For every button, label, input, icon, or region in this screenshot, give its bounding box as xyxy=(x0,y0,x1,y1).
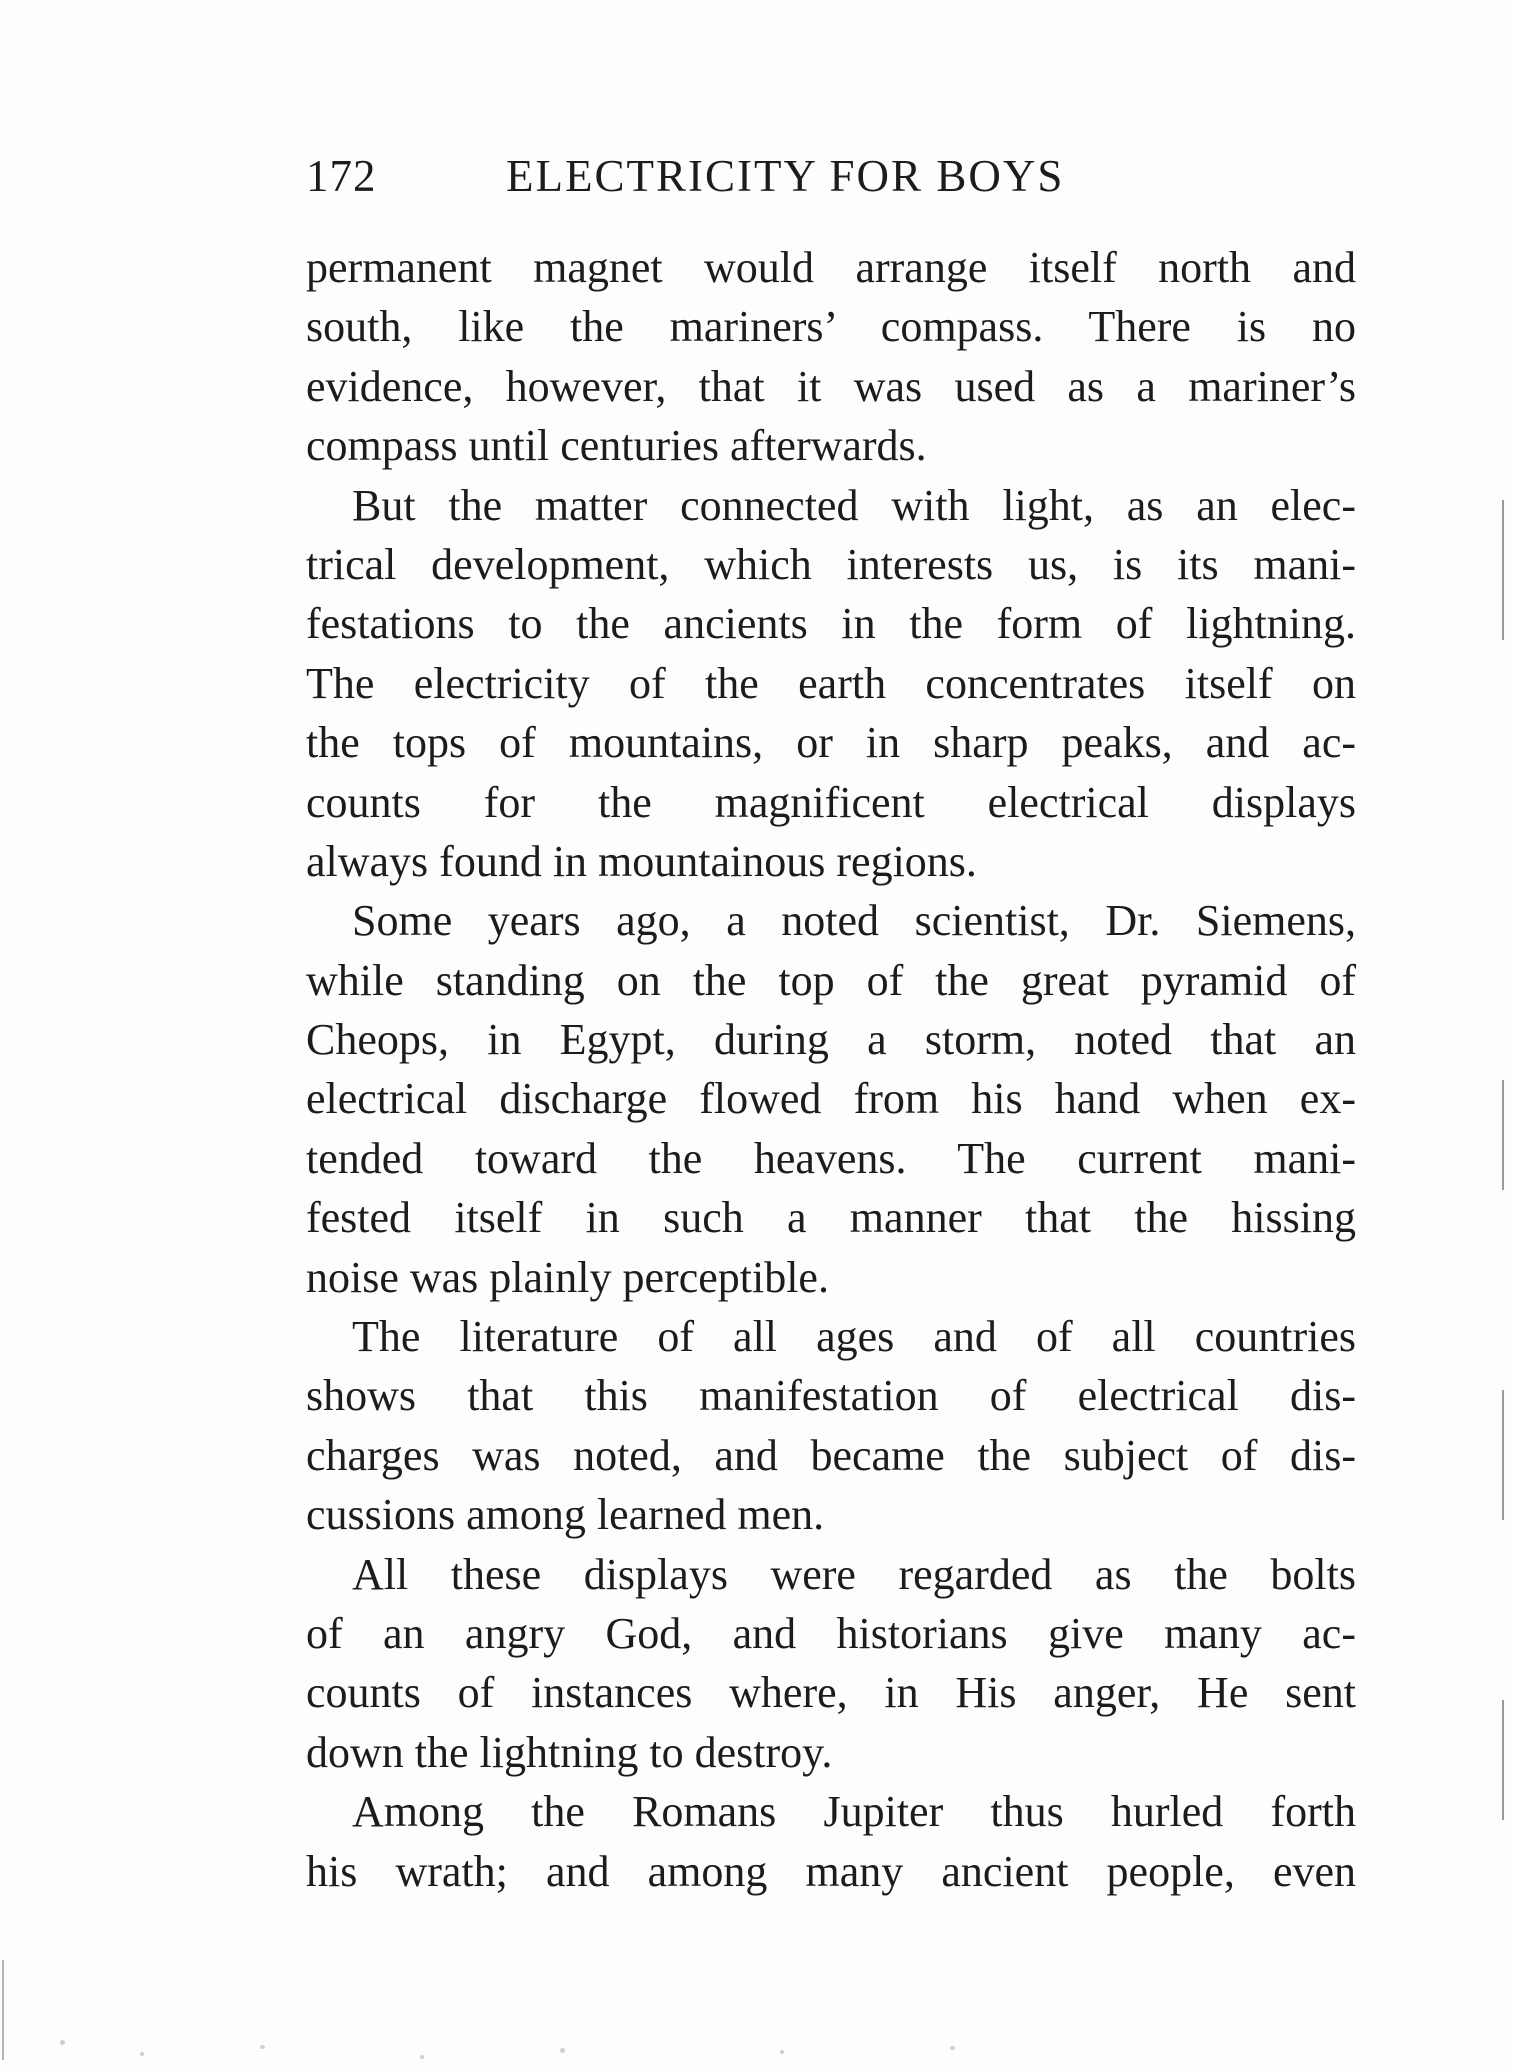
text-line: permanent magnet would arrange itself north and xyxy=(306,243,1356,292)
text-line: the tops of mountains, or in sharp peaks, and ac- xyxy=(306,718,1356,768)
scan-speck xyxy=(260,2045,265,2049)
body-text xyxy=(306,238,1356,1901)
text-line: Some years ago, a noted scientist, Dr. Siemens, xyxy=(352,896,1356,946)
scan-speck xyxy=(950,2046,955,2050)
text-line: fested itself in such a manner that the hissing xyxy=(306,1193,1356,1243)
text-line: compass until centuries afterwards. xyxy=(306,421,927,471)
text-line: while standing on the top of the great pyramid of xyxy=(306,955,1356,1005)
scan-edge-line xyxy=(1502,1700,1504,1820)
text-line: festations to the ancients in the form of lightning. xyxy=(306,599,1356,649)
paragraph-6 xyxy=(306,1782,1356,1901)
text-line: south, like the mariners’ compass. There is no xyxy=(306,302,1356,352)
scan-speck xyxy=(60,2040,65,2045)
text-line: Cheops, in Egypt, during a storm, noted that an xyxy=(306,1015,1356,1065)
text-line: down the lightning to destroy. xyxy=(306,1727,833,1777)
scan-edge-line xyxy=(1502,1080,1504,1190)
text-line: The electricity of the earth concentrates itself on xyxy=(306,658,1356,708)
text-line: The literature of all ages and of all countries xyxy=(352,1312,1356,1362)
scan-speck xyxy=(140,2052,144,2056)
text-line: his wrath; and among many ancient people, even xyxy=(306,1846,1356,1896)
text-line: cussions among learned men. xyxy=(306,1490,825,1540)
text-line: All these displays were regarded as the bolts xyxy=(352,1549,1356,1599)
text-line: But the matter connected with light, as an elec- xyxy=(352,480,1356,530)
text-line: charges was noted, and became the subject of dis- xyxy=(306,1430,1356,1480)
text-line: counts of instances where, in His anger, He sent xyxy=(306,1668,1356,1718)
text-line: counts for the magnificent electrical displays xyxy=(306,777,1356,827)
page-header xyxy=(306,150,1356,210)
paragraph-2 xyxy=(306,476,1356,892)
scan-speck xyxy=(420,2055,424,2059)
paragraph-4 xyxy=(306,1307,1356,1545)
scan-speck xyxy=(780,2050,784,2054)
text-line: of an angry God, and historians give many ac- xyxy=(306,1608,1356,1658)
text-line: always found in mountainous regions. xyxy=(306,836,977,886)
text-line: Among the Romans Jupiter thus hurled forth xyxy=(352,1787,1356,1837)
paragraph-5 xyxy=(306,1545,1356,1783)
running-title: ELECTRICITY FOR BOYS xyxy=(506,151,1065,201)
page-number: 172 xyxy=(306,151,377,201)
scan-edge-line xyxy=(2,1960,4,2060)
text-line: electrical discharge flowed from his hand when ex- xyxy=(306,1074,1356,1124)
text-line: trical development, which interests us, is its mani- xyxy=(306,539,1356,589)
scan-edge-line xyxy=(1502,1390,1504,1520)
text-line: shows that this manifestation of electrical dis- xyxy=(306,1371,1356,1421)
scan-speck xyxy=(560,2048,565,2053)
text-line: tended toward the heavens. The current mani- xyxy=(306,1133,1356,1183)
scan-edge-line xyxy=(1502,500,1504,640)
text-line: evidence, however, that it was used as a mariner’s xyxy=(306,361,1356,411)
paragraph-3 xyxy=(306,891,1356,1307)
text-line: noise was plainly perceptible. xyxy=(306,1252,829,1302)
paragraph-1 xyxy=(306,238,1356,476)
